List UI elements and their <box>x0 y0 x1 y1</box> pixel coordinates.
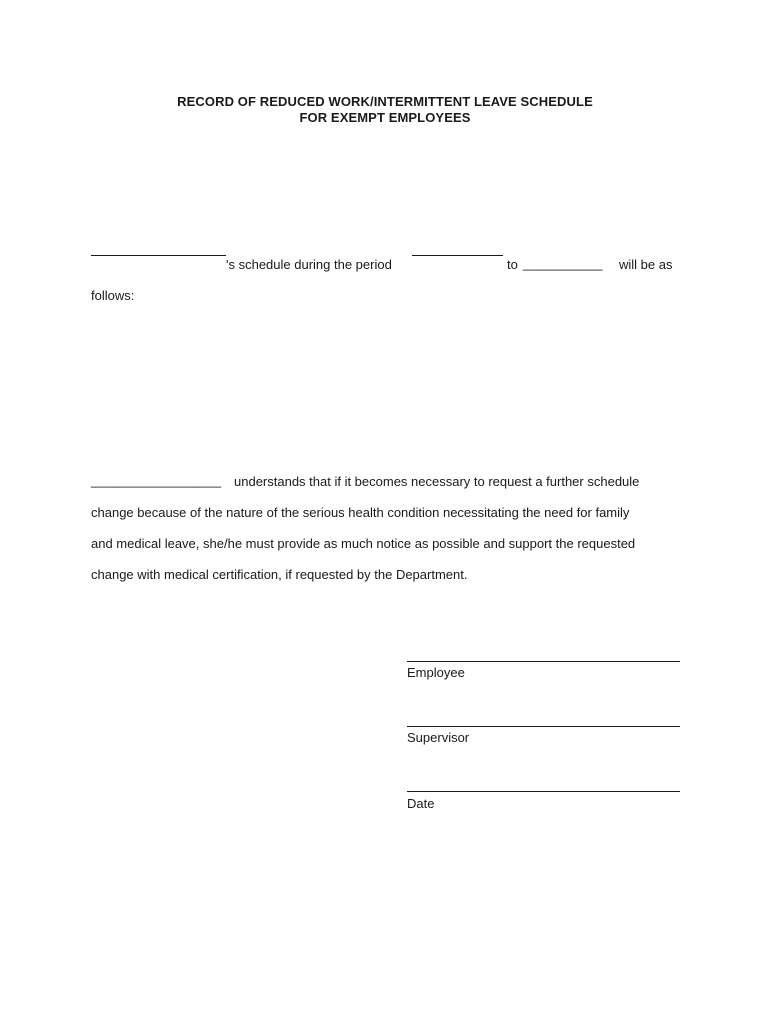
employee-label: Employee <box>407 665 465 680</box>
understands-line-1: understands that if it becomes necessary to request a further schedule <box>234 474 640 489</box>
schedule-period-text: 's schedule during the period <box>226 257 392 272</box>
follows-text: follows: <box>91 288 135 303</box>
document-title-line-1: RECORD OF REDUCED WORK/INTERMITTENT LEAVE SCHEDULE <box>177 94 593 109</box>
understands-line-3: and medical leave, she/he must provide as much notice as possible and support the requested <box>91 536 636 551</box>
employee-signature-line[interactable] <box>407 661 680 662</box>
supervisor-label: Supervisor <box>407 730 470 745</box>
supervisor-signature-line[interactable] <box>407 726 680 727</box>
understands-line-2: change because of the nature of the serious health condition necessitating the need for family <box>91 505 630 520</box>
employee-name-blank[interactable] <box>91 255 226 256</box>
date-label: Date <box>407 796 435 811</box>
to-word: to <box>507 257 518 272</box>
employee-name-blank-2[interactable]: __________________ <box>91 473 222 488</box>
understands-line-4: change with medical certification, if requested by the Department. <box>91 567 468 582</box>
will-be-as-text: will be as <box>619 257 673 272</box>
date-signature-line[interactable] <box>407 791 680 792</box>
period-start-blank[interactable] <box>412 255 503 256</box>
period-end-blank[interactable]: ___________ <box>523 256 603 271</box>
document-title-line-2: FOR EXEMPT EMPLOYEES <box>299 110 471 125</box>
